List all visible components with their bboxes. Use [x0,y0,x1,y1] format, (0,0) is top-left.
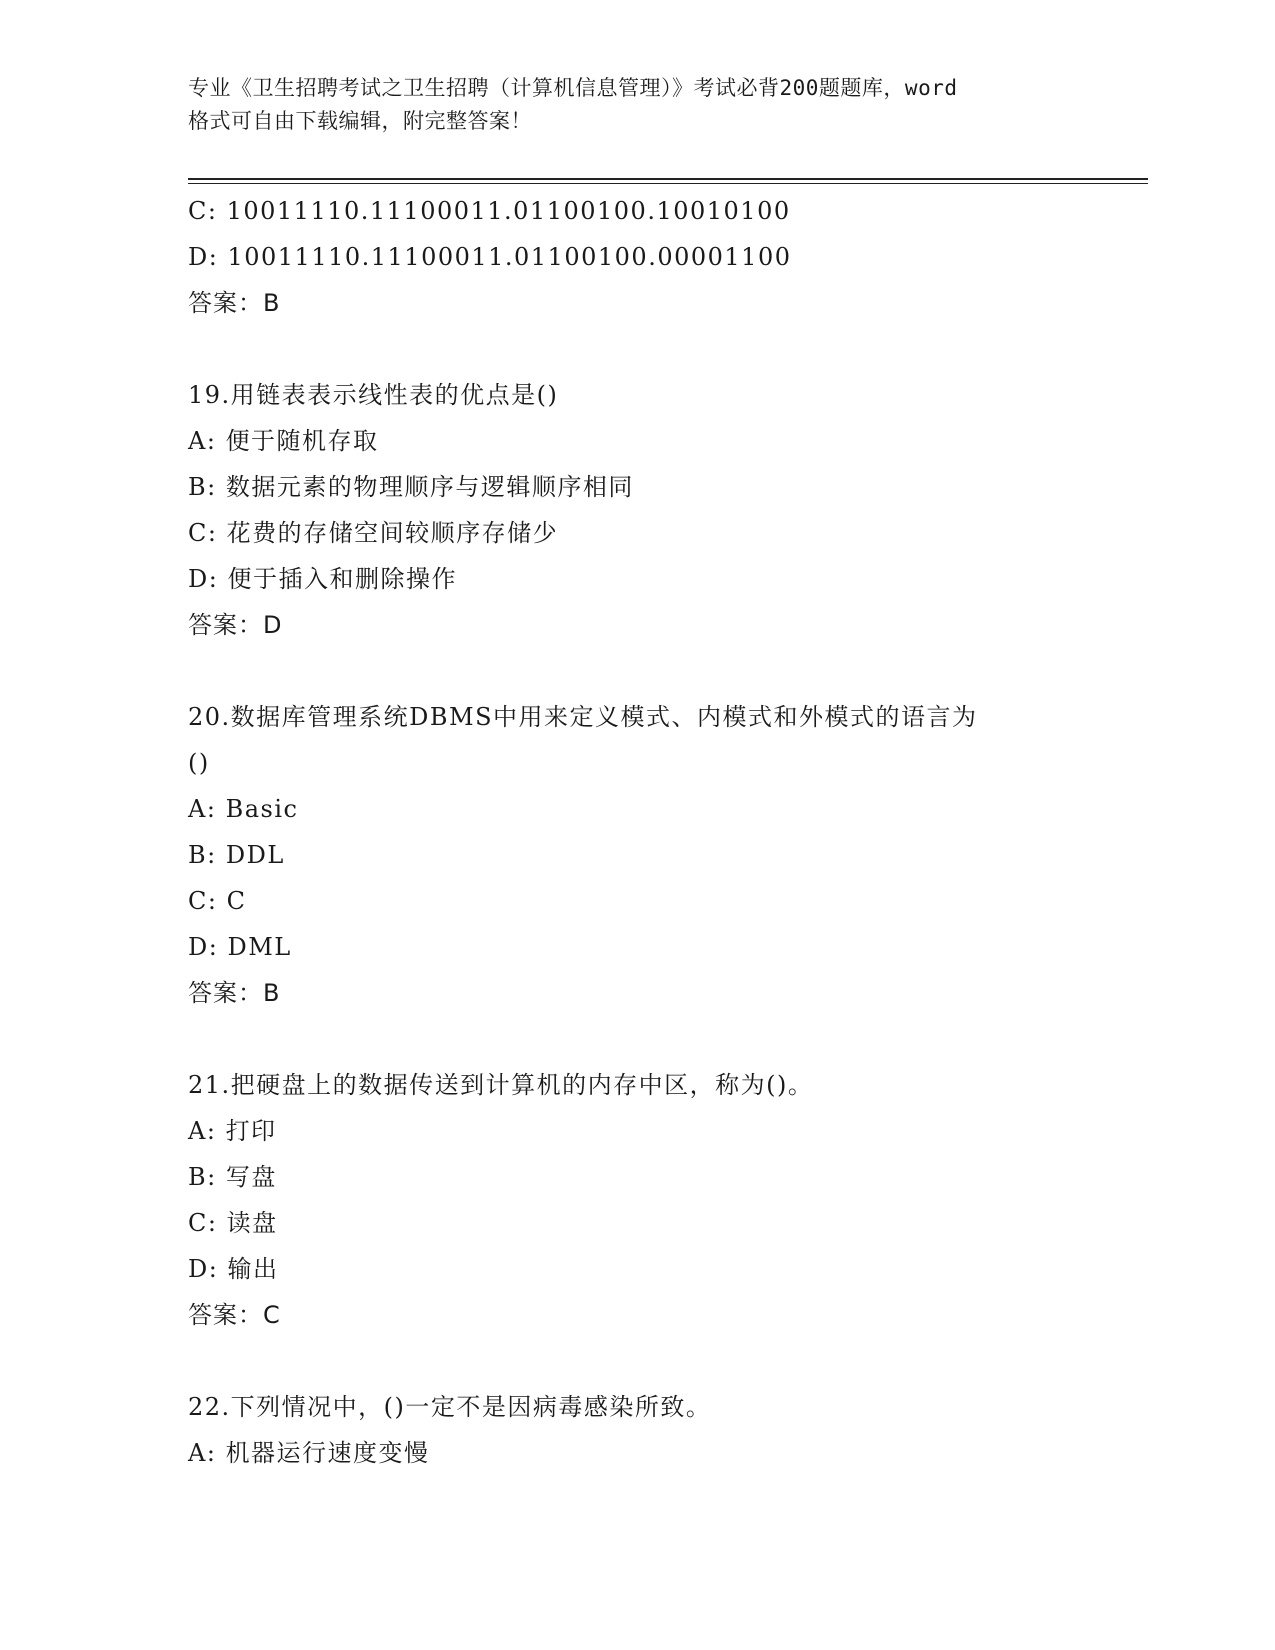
question-list [188,188,1148,1476]
option-text: 10011110.11100011.01100100.10010100 [226,197,791,225]
option-text: DDL [225,841,285,869]
option-text: 打印 [225,1117,277,1145]
spacer [188,326,1148,372]
header-divider-thin [188,183,1148,184]
option-label: C: [188,519,218,547]
option-label: B: [188,1163,217,1191]
answer-line: 答案：B [188,289,281,317]
document-header [188,72,1108,138]
option-label: D: [188,933,219,961]
option-line [188,786,1148,832]
option-label: C: [188,887,218,915]
option-line [188,1200,1148,1246]
header-line-1: 专业《卫生招聘考试之卫生招聘（计算机信息管理）》考试必背200题题库，word [188,76,958,100]
option-label: A: [188,427,217,455]
option-label: D: [188,1255,219,1283]
option-text: 写盘 [225,1163,277,1191]
question-stem-continued: () [188,749,210,777]
option-line [188,464,1148,510]
option-label: A: [188,1117,217,1145]
option-text: 花费的存储空间较顺序存储少 [226,519,559,547]
option-line [188,1108,1148,1154]
option-text: C [226,887,247,915]
option-line [188,418,1148,464]
spacer [188,1338,1148,1384]
option-text: 输出 [227,1255,279,1283]
option-text: 机器运行速度变慢 [225,1439,430,1467]
option-line [188,878,1148,924]
option-line [188,510,1148,556]
question-stem: 21.把硬盘上的数据传送到计算机的内存中区，称为()。 [188,1071,814,1099]
option-label: C: [188,197,218,225]
option-line [188,188,1148,234]
option-text: 便于插入和删除操作 [227,565,457,593]
option-label: D: [188,565,219,593]
option-label: B: [188,841,217,869]
option-text: 读盘 [226,1209,278,1237]
option-line [188,924,1148,970]
answer-line: 答案：C [188,1301,281,1329]
option-label: B: [188,473,217,501]
question-stem: 22.下列情况中，()一定不是因病毒感染所致。 [188,1393,712,1421]
spacer [188,1016,1148,1062]
option-label: A: [188,795,217,823]
option-line [188,1154,1148,1200]
option-text: DML [227,933,292,961]
option-text: 便于随机存取 [225,427,379,455]
option-line [188,832,1148,878]
option-label: C: [188,1209,218,1237]
option-line [188,1246,1148,1292]
header-line-2: 格式可自由下载编辑，附完整答案！ [188,109,532,133]
answer-line: 答案：B [188,979,281,1007]
spacer [188,648,1148,694]
option-text: 数据元素的物理顺序与逻辑顺序相同 [225,473,634,501]
option-line [188,556,1148,602]
answer-line: 答案：D [188,611,283,639]
header-divider-thick [188,178,1148,180]
option-label: D: [188,243,219,271]
option-text: 10011110.11100011.01100100.00001100 [227,243,792,271]
option-line [188,234,1148,280]
option-text: Basic [225,795,299,823]
question-stem: 19.用链表表示线性表的优点是() [188,381,559,409]
option-label: A: [188,1439,217,1467]
question-stem: 20.数据库管理系统DBMS中用来定义模式、内模式和外模式的语言为 [188,703,978,731]
option-line [188,1430,1148,1476]
